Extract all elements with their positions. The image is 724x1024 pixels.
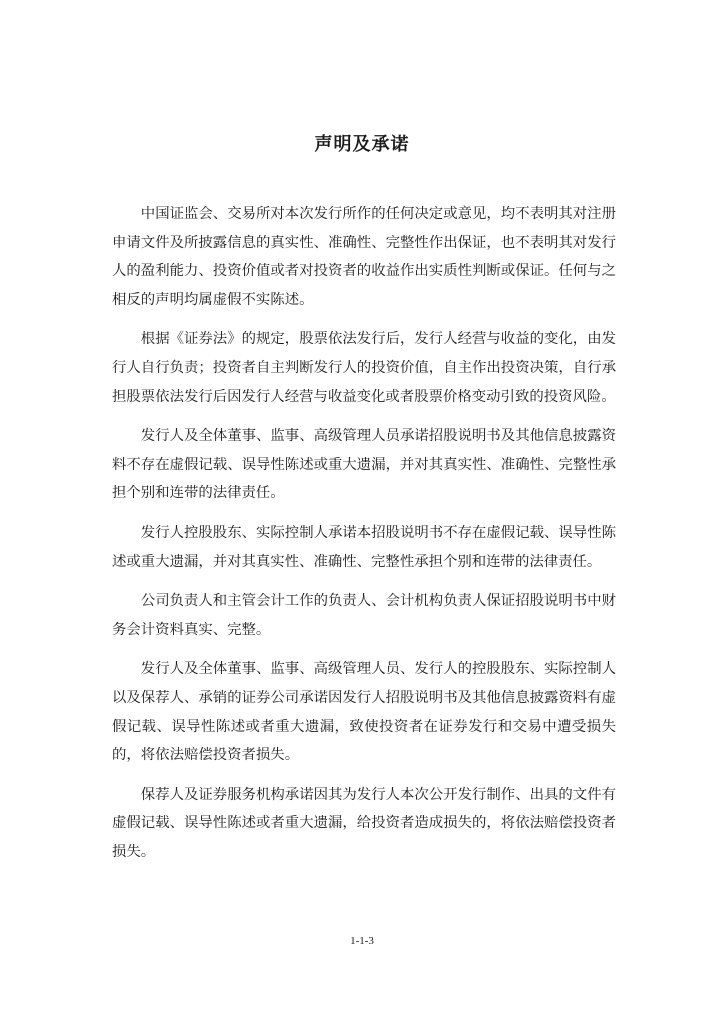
paragraph-financial-assurance: 公司负责人和主管会计工作的负责人、会计机构负责人保证招股说明书中财务会计资料真实、完整。 xyxy=(112,593,616,638)
paragraph-investment-risk: 根据《证券法》的规定，股票依法发行后，发行人经营与收益的变化，由发行人自行负责；投资者自主判断发行人的投资价值，自主作出投资决策，自行承担股票依法发行后因发行人经营与收益变化或者股票价格变动引致的投资风险。 xyxy=(112,331,616,405)
paragraph-controller-commitment: 发行人控股股东、实际控制人承诺本招股说明书不存在虚假记载、误导性陈述或重大遗漏，并对其真实性、准确性、完整性承担个别和连带的法律责任。 xyxy=(112,524,616,570)
statement-body xyxy=(112,200,616,877)
paragraph-compensation-commitment: 发行人及全体董事、监事、高级管理人员、发行人的控股股东、实际控制人以及保荐人、承销的证券公司承诺因发行人招股说明书及其他信息披露资料有虚假记载、误导性陈述或者重大遗漏，致使投资者在证券发行和交易中遭受损失的，将依法赔偿投资者损失。 xyxy=(112,661,616,764)
page-number: 1-1-3 xyxy=(350,935,374,947)
paragraph-directors-commitment: 发行人及全体董事、监事、高级管理人员承诺招股说明书及其他信息披露资料不存在虚假记载、误导性陈述或重大遗漏，并对其真实性、准确性、完整性承担个别和连带的法律责任。 xyxy=(112,428,616,502)
page-title: 声明及承诺 xyxy=(314,134,410,155)
paragraph-regulator-disclaimer: 中国证监会、交易所对本次发行所作的任何决定或意见，均不表明其对注册申请文件及所披露信息的真实性、准确性、完整性作出保证，也不表明其对发行人的盈利能力、投资价值或者对投资者的收益作出实质性判断或保证。任何与之相反的声明均属虚假不实陈述。 xyxy=(112,206,616,308)
paragraph-sponsor-commitment: 保荐人及证券服务机构承诺因其为发行人本次公开发行制作、出具的文件有虚假记载、误导性陈述或者重大遗漏，给投资者造成损失的，将依法赔偿投资者损失。 xyxy=(112,786,616,860)
